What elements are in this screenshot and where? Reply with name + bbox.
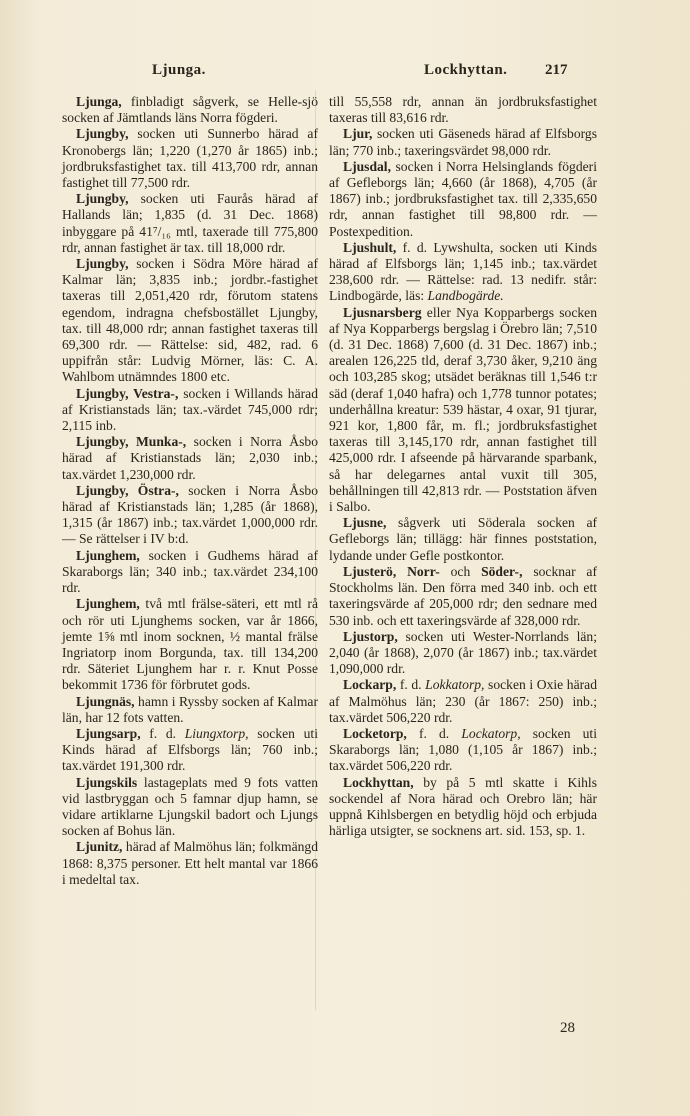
dictionary-entry: [62, 596, 318, 693]
entry-text: finbladigt sågverk, se Helle-sjö socken af Jämtlands läns Norra fögderi.: [62, 94, 318, 126]
entry-headword: Ljusne,: [343, 515, 387, 531]
left-column: [62, 94, 318, 888]
dictionary-entry: [62, 839, 318, 888]
entry-headword: Ljusdal,: [343, 158, 391, 174]
entry-headword: Ljungby,: [76, 256, 129, 272]
entry-text: och: [439, 563, 482, 579]
dictionary-entry: [62, 726, 318, 775]
entry-italic: Landbogärde.: [427, 288, 504, 304]
dictionary-entry: [329, 305, 597, 516]
entry-headword: Ljustorp,: [343, 628, 398, 644]
entry-headword: Lockarp,: [343, 677, 397, 693]
dictionary-entry: [329, 159, 597, 240]
entry-headword: Ljungskils: [76, 774, 138, 790]
entry-text: hamn i Ryssby socken af Kalmar län, har 12 fots vatten.: [62, 693, 318, 725]
header-center: Lockhyttan.: [424, 62, 508, 78]
entry-headword: Ljungnäs,: [76, 693, 135, 709]
entry-italic: Lockatorp,: [461, 725, 521, 741]
entry-text: f. d. Lywshulta, socken uti Kinds härad af Elfsborgs län; 1,145 inb.; tax.värdet 238,600 rdr. — Rättelse: rad. 13 nedifr. står: Lindbogärde, läs:: [329, 239, 597, 304]
entry-text: socken uti Faurås härad af Hallands län; 1,835 (d. 31 Dec. 1868) inbyggare på 41⁷/₁₆ mtl, taxerade till 775,800 rdr, annan fastighet är tax. till 18,000 rdr.: [62, 191, 318, 255]
entry-text: sågverk uti Söderala socken af Gefleborgs län; tillägg: här finnes poststation, lydande under Gefle postkontor.: [329, 515, 597, 563]
dictionary-entry: [62, 483, 318, 548]
entry-text: socken uti Wester-Norrlands län; 2,040 (år 1868), 2,070 (år 1867) inb.; tax.värdet 1,090,000 rdr.: [329, 628, 597, 677]
entry-text: till 55,558 rdr, annan än jordbruksfastighet taxeras till 83,616 rdr.: [329, 94, 597, 126]
header-left: Ljunga.: [152, 62, 206, 78]
dictionary-entry: [62, 94, 318, 126]
entry-text: lastageplats med 9 fots vatten vid lastbryggan och 5 famnar djup hamn, se vidare artiklarne Ljungskil badort och Ljungs socken af Bohus län.: [62, 774, 318, 839]
dictionary-entry: [329, 564, 597, 629]
entry-headword: Ljungby, Östra-,: [76, 482, 179, 498]
dictionary-entry: [62, 386, 318, 435]
entry-headword: Ljushult,: [343, 239, 397, 255]
entry-text: socken uti Skaraborgs län; 1,080 (1,105 år 1867) inb.; tax.värdet 506,220 rdr.: [329, 725, 597, 774]
entry-headword: Ljungby,: [76, 126, 129, 142]
entry-headword: Ljur,: [343, 126, 373, 142]
signature-mark: 28: [560, 1020, 575, 1036]
entry-headword: Ljusterö, Norr-: [343, 563, 440, 579]
entry-headword: Ljunga,: [76, 94, 122, 109]
dictionary-entry: [329, 726, 597, 775]
entry-text: socken i Södra Möre härad af Kalmar län; 3,835 inb.; jordbr.-fastighet taxeras till 2,051,420 rdr, förutom statens egendom, indragna chefsbostället Ljungby, tax. till 48,000 rdr; annan fastighet taxeras till 69,300 rdr. — Rättelse: sid, 482, rad. 6 uppifrån står: Ludvig Mörner, läs: C. A. Wahlbom utnämndes 1800 etc.: [62, 256, 318, 385]
entry-headword: Ljungby, Vestra-,: [76, 385, 179, 401]
dictionary-entry: [62, 256, 318, 386]
entry-headword: Ljungby, Munka-,: [76, 434, 187, 450]
dictionary-entry: [329, 677, 597, 726]
entry-text: socknar af Stockholms län. Den förra med 340 inb. och ett taxeringsvärde af 205,000 rdr; den sednare med 530 inb. och ett taxeringsvärde af 328,000 rdr.: [329, 563, 597, 628]
entry-italic: Liungxtorp,: [184, 725, 249, 741]
entry-text: by på 5 mtl skatte i Kihls sockendel af Nora härad och Orebro län; här uppnå Kihlsbergen en betydlig höjd och erbjuda härliga utsigter, se socknens art. sid. 153, sp. 1.: [329, 774, 597, 839]
page-header: [0, 62, 690, 84]
dictionary-entry: [329, 629, 597, 678]
dictionary-entry: [62, 434, 318, 483]
entry-headword: Locketorp,: [343, 725, 407, 741]
right-column: [329, 94, 597, 839]
dictionary-entry: [329, 775, 597, 840]
entry-headword: Ljungsarp,: [76, 725, 141, 741]
entry-text: eller Nya Kopparbergs socken af Nya Kopparbergs bergslag i Örebro län; 7,510 (d. 31 Dec. 1868) 7,600 (d. 31 Dec. 1867) inb.; arealen 126,225 tld, deraf 3,730 åker, 9,210 äng och 103,285 skog; utsädet beräknas till 1,546 t:r säd (deraf 1,040 hafra) och 1,778 tunnor potates; underhållna kreatur: 539 hästar, 4 oxar, 91 tjurar, 921 kor, 1,800 får, m. fl.; jordbruksfastighet taxeras till 3,145,170 rdr, annan fastighet till 425,000 rdr. I afseende på härvarande sparbank, så har delegarnes antal vuxit till 305, behållningen till 42,813 rdr. — Poststation äfven i Salbo.: [329, 304, 597, 515]
dictionary-entry: [329, 126, 597, 158]
entry-text: f. d.: [406, 725, 462, 741]
entry-text: socken i Gudhems härad af Skaraborgs län; 340 inb.; tax.värdet 234,100 rdr.: [62, 547, 318, 596]
entry-text: socken uti Gäseneds härad af Elfsborgs län; 770 inb.; taxeringsvärdet 98,000 rdr.: [329, 126, 597, 158]
entry-italic: Lokkatorp,: [425, 677, 485, 693]
entry-text: socken i Norra Helsinglands fögderi af Gefleborgs län; 4,660 (år 1868), 4,705 (år 1867) inb.; jordbruksfastighet tax. till 2,335,650 rdr, annan fastighet till 98,800 rdr. — Postexpedition.: [329, 158, 597, 239]
dictionary-entry: [62, 126, 318, 191]
dictionary-entry: [329, 94, 597, 126]
entry-text: socken i Norra Åsbo härad af Kristianstads län; 2,030 inb.; tax.värdet 1,230,000 rdr.: [62, 434, 318, 482]
entry-text: f. d.: [140, 725, 185, 741]
dictionary-entry: [329, 515, 597, 564]
entry-text: härad af Malmöhus län; folkmängd 1868: 8,375 personer. Ett helt mantal var 1866 i medeltal tax.: [62, 839, 318, 887]
entry-headword: Ljunghem,: [76, 596, 140, 612]
dictionary-entry: [62, 548, 318, 597]
dictionary-entry: [329, 240, 597, 305]
entry-headword: Lockhyttan,: [343, 774, 414, 790]
entry-text: socken uti Sunnerbo härad af Kronobergs län; 1,220 (1,270 år 1865) inb.; jordbruksfastighet tax. till 413,700 rdr, annan fastighet till 77,500 rdr.: [62, 126, 318, 191]
entry-text: två mtl frälse-säteri, ett mtl rå och rör uti Ljunghems socken, var år 1866, jemte 1⅝ mtl inom socknen, ½ mantal frälse Ingriatorp inom Borgunda, tax. till 134,200 rdr. Säteriet Ljunghem har r. r. Knut Posse bekommit 1736 för förbrutet gods.: [62, 596, 318, 693]
entry-text: socken uti Kinds härad af Elfsborgs län; 760 inb.; tax.värdet 191,300 rdr.: [62, 725, 318, 774]
entry-text: socken i Willands härad af Kristianstads län; tax.-värdet 745,000 rdr; 2,115 inb.: [62, 385, 318, 434]
page-number: 217: [545, 62, 568, 78]
entry-text: socken i Norra Åsbo härad af Kristianstads län; 1,285 (år 1868), 1,315 (år 1867) inb.; tax.värdet 1,000,000 rdr. — Se rättelser i IV b:d.: [62, 482, 318, 547]
entry-text: f. d.: [396, 677, 426, 693]
entry-text: socken i Oxie härad af Malmöhus län; 230 (år 1867: 250) inb.; tax.värdet 506,220 rdr.: [329, 677, 597, 725]
dictionary-entry: [62, 191, 318, 256]
entry-headword: Söder-,: [481, 563, 523, 579]
entry-headword: Ljusnarsberg: [343, 304, 422, 320]
entry-headword: Ljungby,: [76, 191, 129, 207]
dictionary-entry: [62, 694, 318, 726]
dictionary-entry: [62, 775, 318, 840]
entry-headword: Ljunitz,: [76, 839, 123, 855]
entry-headword: Ljunghem,: [76, 547, 140, 563]
